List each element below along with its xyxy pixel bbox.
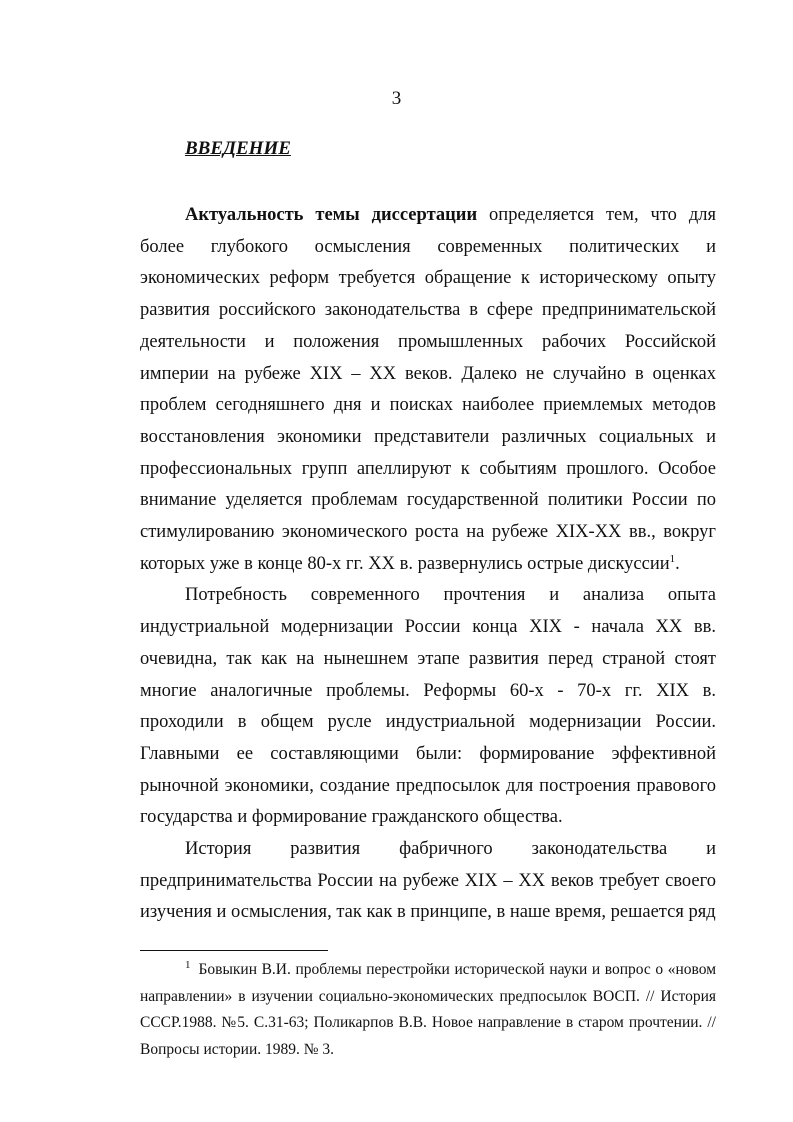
- paragraph-need: Потребность современного прочтения и анализа опыта индустриальной модернизации России конца XIX - начала XX вв. очевидна, так как на нынешнем этапе развития перед страной стоят многие аналогичные проблемы. Реформы 60-х - 70-х гг. XIX в. проходили в общем русле индустриальной модернизации России. Главными ее составляющими были: формирование эффективной рыночной экономики, создание предпосылок для построения правового государства и формирование гражданского общества.: [140, 585, 716, 828]
- footnote: [140, 957, 716, 1063]
- paragraph-text: определяется тем, что для более глубокого осмысления современных политических и экономических реформ требуется обращение к историческому опыту развития российского законодательства в сфере предпринимательской деятельности и положения промышленных рабочих Российской империи на рубеже XIX – XX веков. Далеко не случайно в оценках проблем сегодняшнего дня и поисках наиболее приемлемых методов восстановления экономики представители различных социальных и профессиональных групп апеллируют к событиям прошлого. Особое внимание уделяется проблемам государственной политики России по стимулированию экономического роста на рубеже XIX-XX вв., вокруг которых уже в конце 80-х гг. XX в. развернулись острые дискуссии: [140, 205, 716, 574]
- paragraph-relevance: [140, 200, 716, 580]
- body-text: [140, 200, 716, 929]
- footnote-mark: 1: [185, 958, 191, 971]
- page-number: 3: [391, 88, 402, 109]
- paragraph-history: История развития фабричного законодательства и предпринимательства России на рубеже XIX – XX веков требует своего изучения и осмысления, так как в принципе, в наше время, решается ряд: [140, 839, 716, 923]
- footnote-text: Бовыкин В.И. проблемы перестройки исторической науки и вопрос о «новом направлении» в изучении социально-экономических предпосылок ВОСП. // История СССР.1988. №5. С.31-63; Поликарпов В.В. Новое направление в старом прочтении. // Вопросы истории. 1989. № 3.: [140, 961, 716, 1058]
- paragraph-tail: .: [675, 553, 680, 574]
- footnote-reference[interactable]: 1: [669, 552, 676, 565]
- paragraph-lead-bold: Актуальность темы диссертации: [185, 205, 478, 225]
- section-heading: ВВЕДЕНИЕ: [185, 138, 291, 159]
- footnote-divider: [140, 950, 328, 951]
